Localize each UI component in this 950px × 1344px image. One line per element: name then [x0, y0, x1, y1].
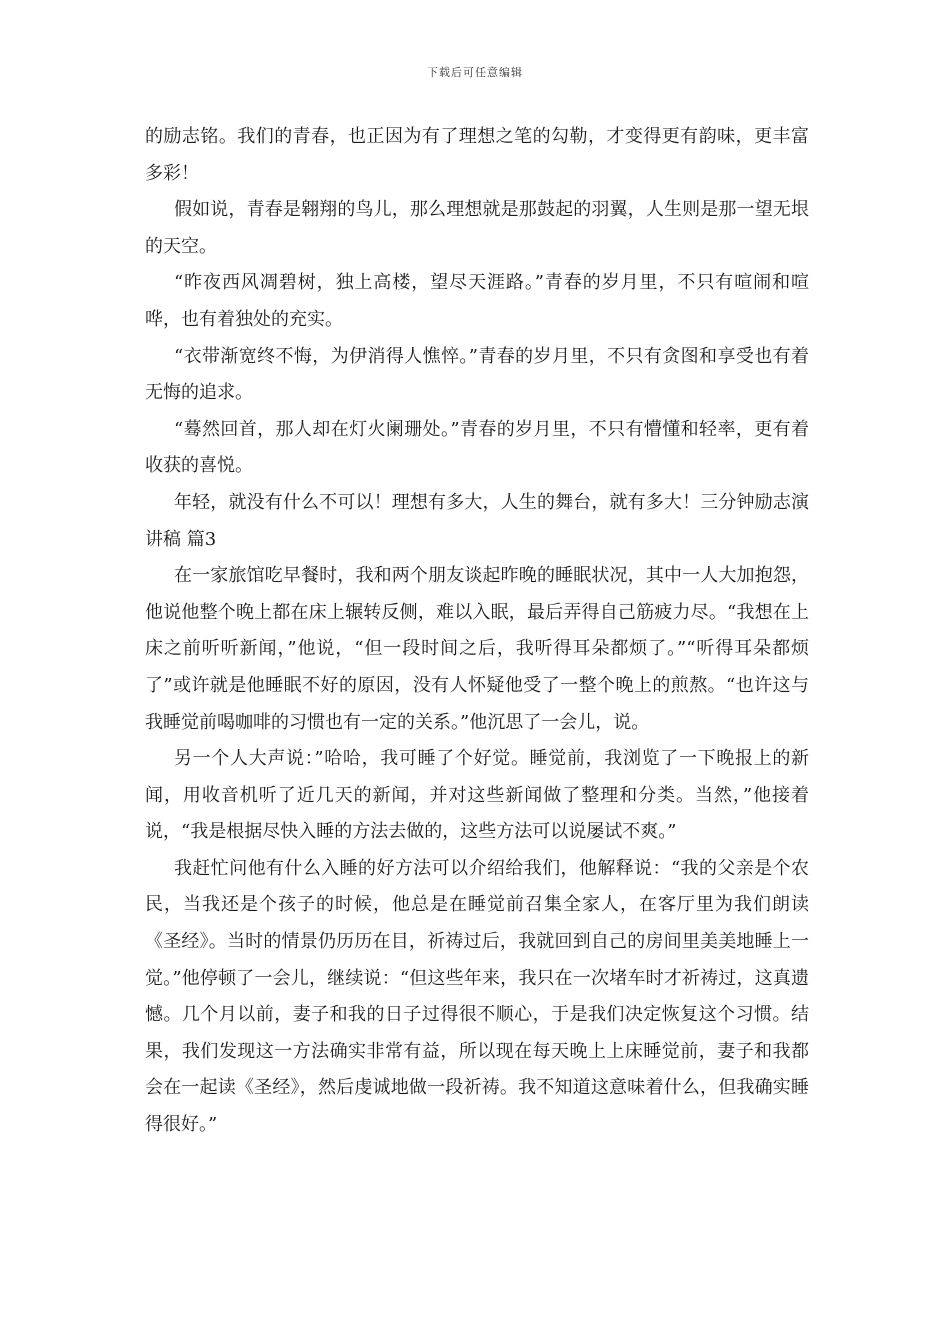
- page-header: 下载后可任意编辑: [427, 66, 523, 79]
- paragraph-1: 的励志铭。我们的青春，也正因为有了理想之笔的勾勒，才变得更有韵味，更丰富多彩！: [145, 126, 809, 184]
- paragraph-7: 在一家旅馆吃早餐时，我和两个朋友谈起昨晚的睡眠状况，其中一人大加抱怨，他说他整个晚上都在床上辗转反侧，难以入眠，最后弄得自己筋疲力尽。“我想在上床之前听听新闻，”他说，“但一段时间之后，我听得耳朵都烦了。”“听得耳朵都烦了”或许就是他睡眠不好的原因，没有人怀疑他受了一整个晚上的煎熬。“也许这与我睡觉前喝咖啡的习惯也有一定的关系。”他沉思了一会儿，说。: [145, 565, 809, 733]
- paragraph-8: 另一个人大声说：”哈哈，我可睡了个好觉。睡觉前，我浏览了一下晚报上的新闻，用收音机听了近几天的新闻，并对这些新闻做了整理和分类。当然，”他接着说，“我是根据尽快入睡的方法去做的，这些方法可以说屡试不爽。”: [145, 748, 809, 843]
- paragraph-3: “昨夜西风凋碧树，独上高楼，望尽天涯路。”青春的岁月里，不只有喧闹和喧哗，也有着独处的充实。: [145, 272, 809, 330]
- paragraph-5: “蓦然回首，那人却在灯火阑珊处。”青春的岁月里，不只有懵懂和轻率，更有着收获的喜悦。: [145, 418, 809, 477]
- paragraph-2: 假如说，青春是翱翔的鸟儿，那么理想就是那鼓起的羽翼，人生则是那一望无垠的天空。: [145, 199, 809, 257]
- paragraph-9: 我赶忙问他有什么入睡的好方法可以介绍给我们，他解释说：“我的父亲是个农民，当我还是个孩子的时候，他总是在睡觉前召集全家人，在客厅里为我们朗读《圣经》。当时的情景仍历历在目，祈祷过后，我就回到自己的房间里美美地睡上一觉。”他停顿了一会儿，继续说：“但这些年来，我只在一次堵车时才祈祷过，这真遗憾。几个月以前，妻子和我的日子过得很不顺心，于是我们决定恢复这个习惯。结果，我们发现这一方法确实非常有益，所以现在每天晚上上床睡觉前，妻子和我都会在一起读《圣经》，然后虔诚地做一段祈祷。我不知道这意味着什么，但我确实睡得很好。”: [145, 857, 809, 1136]
- paragraph-6: 年轻，就没有什么不可以！理想有多大，人生的舞台，就有多大！三分钟励志演讲稿 篇3: [145, 491, 809, 550]
- document-body: [145, 119, 809, 1144]
- paragraph-4: “衣带渐宽终不悔，为伊消得人憔悴。”青春的岁月里，不只有贪图和享受也有着无悔的追求。: [145, 345, 809, 404]
